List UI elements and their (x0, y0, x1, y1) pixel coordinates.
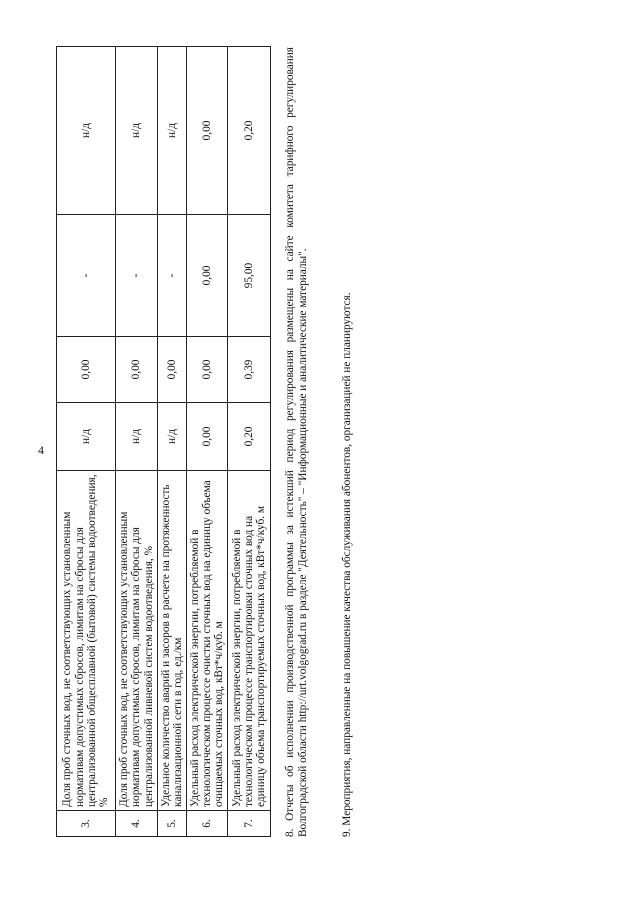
row-value-1: н/д (158, 403, 187, 471)
row-value-2: 0,00 (187, 337, 228, 403)
row-value-1: н/д (57, 403, 116, 471)
table-row (57, 47, 116, 837)
row-description: Удельный расход электрической энергии, потребляемой в технологическом процессе транспортировки сточных вод на единицу объема транспортируемых сточных вод, кВт*ч/куб. м (228, 471, 271, 811)
row-value-4: 0,00 (187, 47, 228, 215)
row-value-2: 0,39 (228, 337, 271, 403)
row-value-1: н/д (116, 403, 158, 471)
row-value-3: 0,00 (187, 215, 228, 337)
row-value-3: - (57, 215, 116, 337)
row-number: 7. (228, 811, 271, 837)
row-value-2: 0,00 (158, 337, 187, 403)
row-number: 4. (116, 811, 158, 837)
paragraph-9: 9. Мероприятия, направленные на повышение качества обслуживания абонентов, организацией не планируются. (341, 292, 353, 837)
table-row (116, 47, 158, 837)
paragraph-8: 8. Отчеты об исполнении производственной программы за истекший период регулирования размещены на сайте комитета тарифного регулирования Волгоградской области http://urt.volgograd.ru в разделе "Деятельность" – "Информационные и аналитические материалы". (284, 47, 309, 837)
rotated-content (56, 47, 356, 837)
row-value-4: н/д (158, 47, 187, 215)
row-value-1: 0,20 (228, 403, 271, 471)
indicators-table (56, 46, 271, 837)
row-description: Удельное количество аварий и засоров в расчете на протяженность канализационной сети в год, ед./км (158, 471, 187, 811)
row-value-4: н/д (57, 47, 116, 215)
row-value-2: 0,00 (57, 337, 116, 403)
row-number: 3. (57, 811, 116, 837)
table-row (228, 47, 271, 837)
row-description: Доля проб сточных вод, не соответствующих установленным нормативам допустимых сбросов, лимитам на сбросы для централизованной общесплавной (бытовой) системы водоотведения, % (57, 471, 116, 811)
row-description: Удельный расход электрической энергии, потребляемой в технологическом процессе очистки сточных вод на единицу объема очищаемых сточных вод, кВт*ч/куб. м (187, 471, 228, 811)
row-value-1: 0,00 (187, 403, 228, 471)
row-value-3: - (158, 215, 187, 337)
row-number: 5. (158, 811, 187, 837)
row-value-4: н/д (116, 47, 158, 215)
row-value-4: 0,20 (228, 47, 271, 215)
table-row (158, 47, 187, 837)
row-value-3: 95,00 (228, 215, 271, 337)
row-value-3: - (116, 215, 158, 337)
page-number: 4 (38, 443, 44, 457)
row-number: 6. (187, 811, 228, 837)
row-description: Доля проб сточных вод, не соответствующих установленным нормативам допустимых сбросов, лимитам на сбросы для централизованной ливневой систем водоотведения, % (116, 471, 158, 811)
table-row (187, 47, 228, 837)
row-value-2: 0,00 (116, 337, 158, 403)
